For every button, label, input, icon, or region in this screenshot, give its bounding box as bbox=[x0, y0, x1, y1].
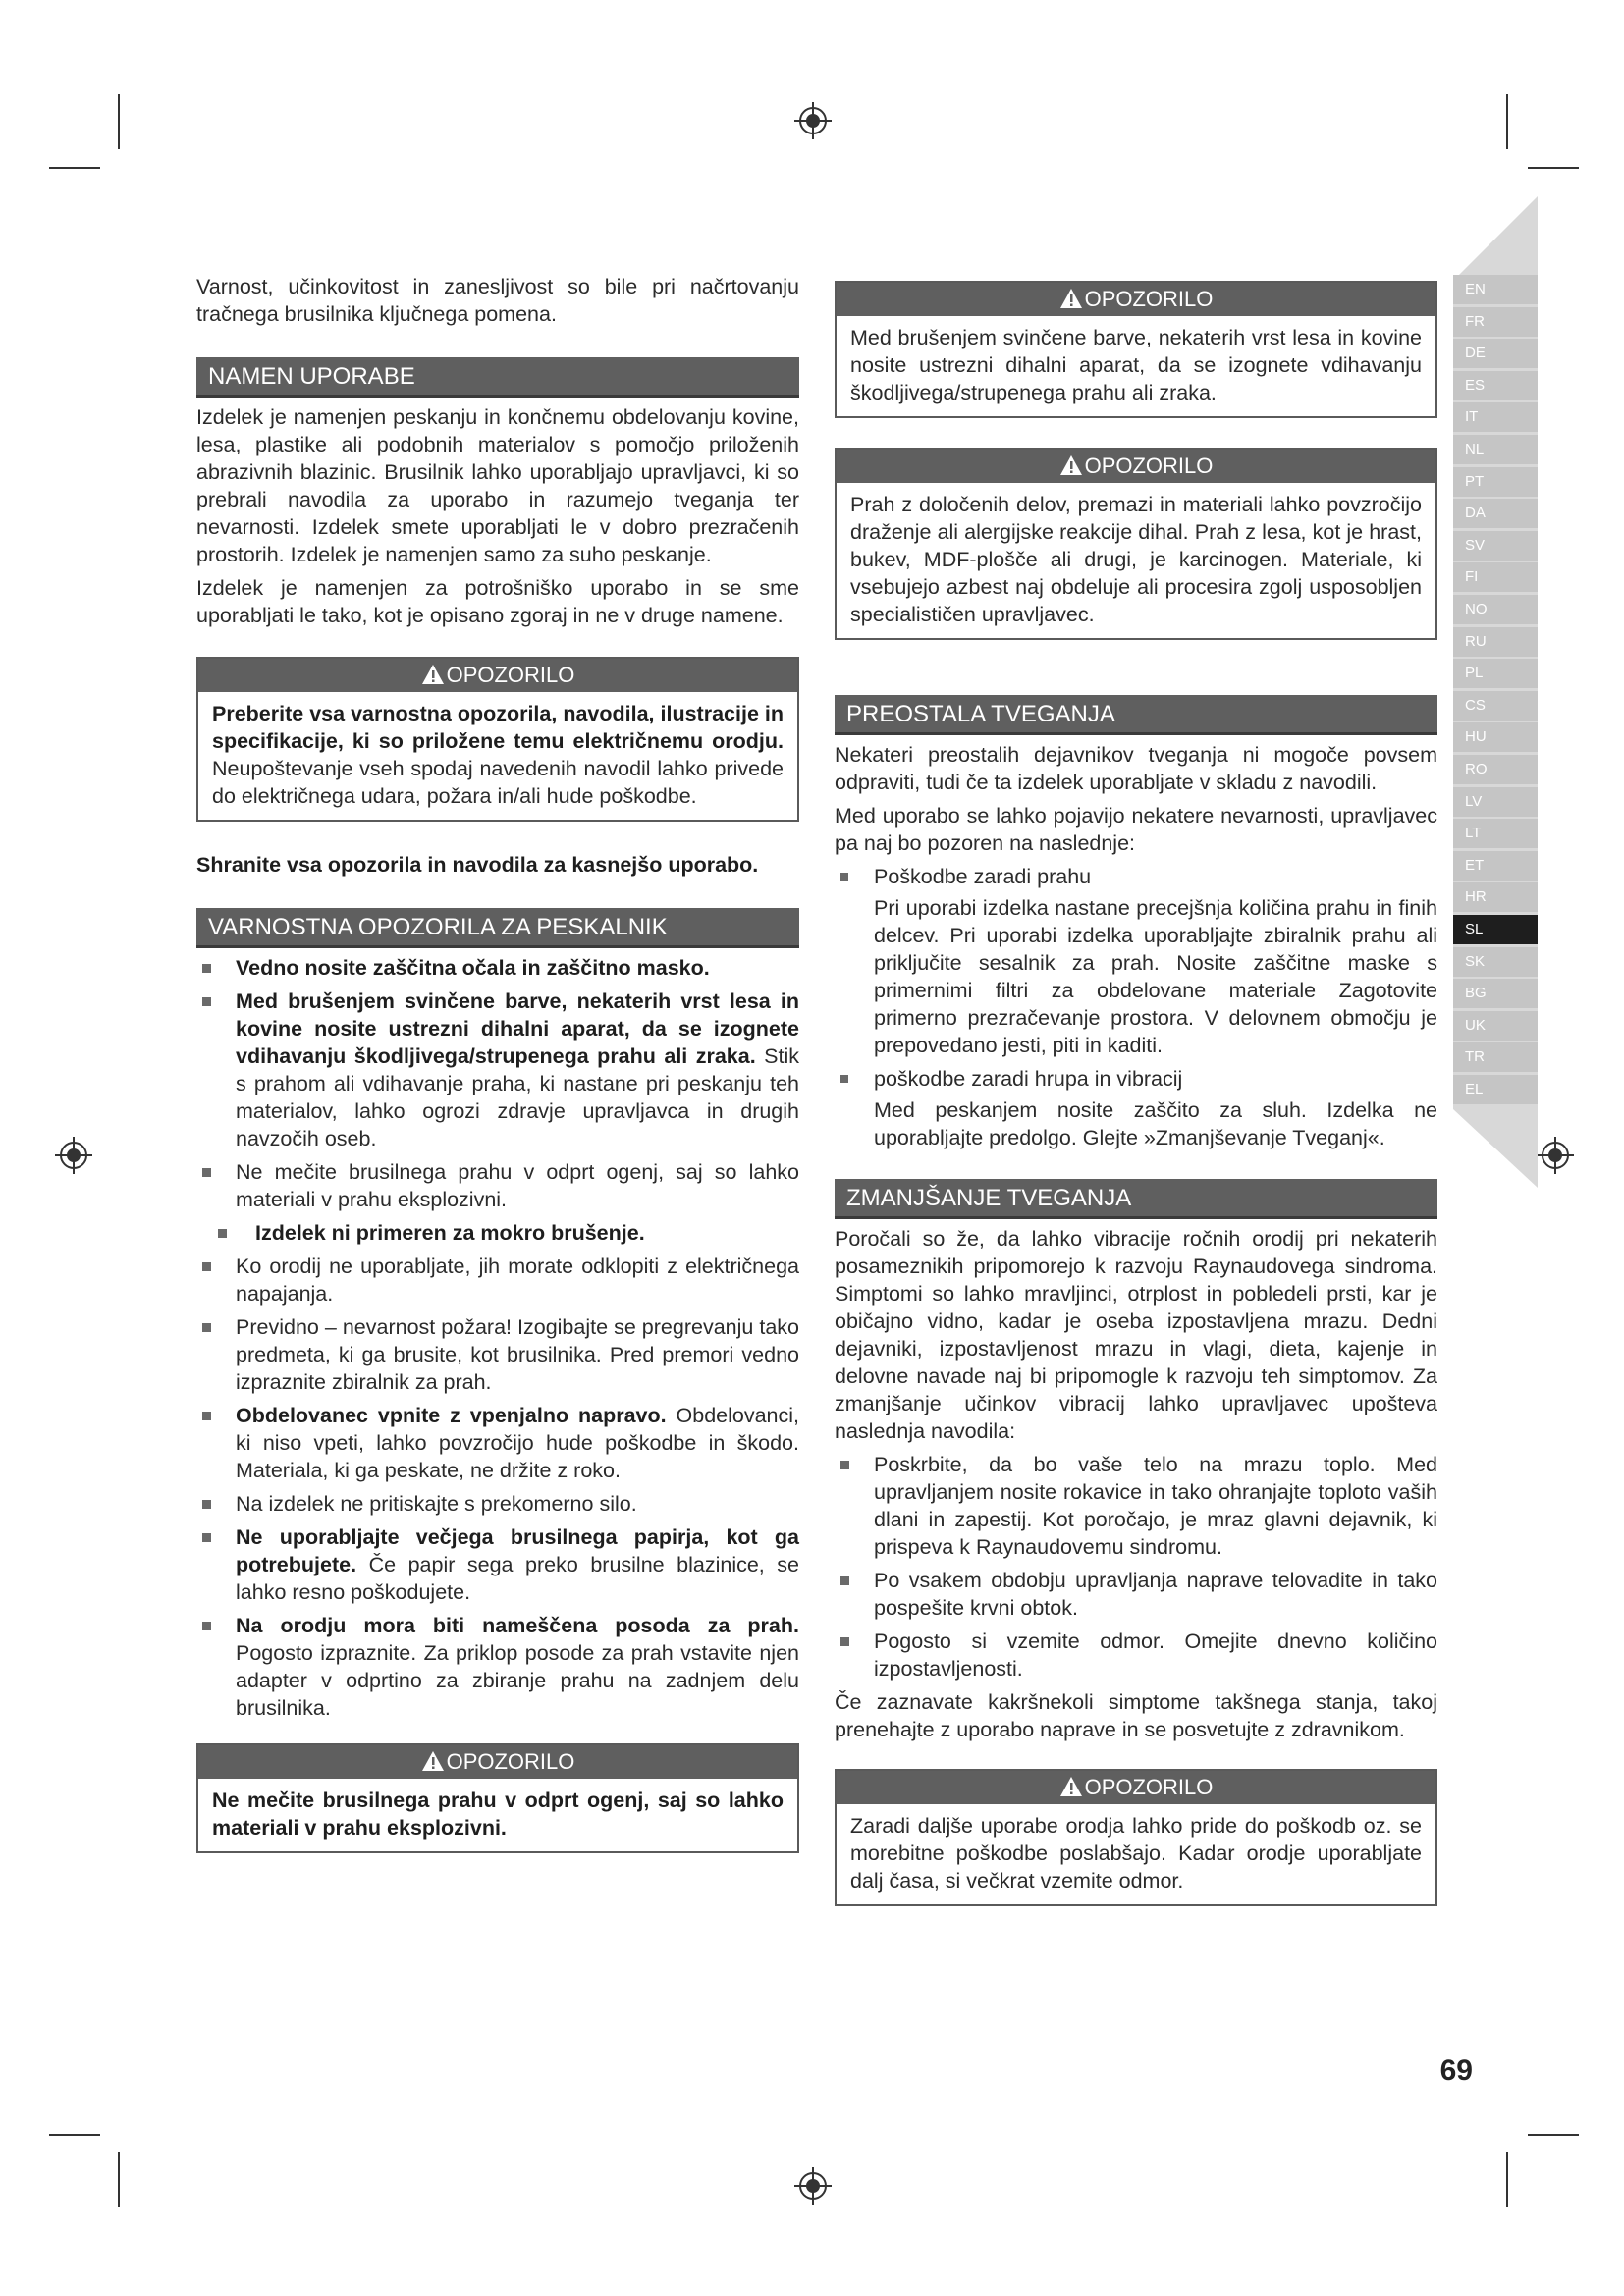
warning-icon bbox=[1059, 288, 1083, 309]
warning-box-2 bbox=[196, 1743, 799, 1853]
list-item-text: Pogosto si vzemite odmor. Omejite dnevno količino izpostavljenosti. bbox=[874, 1629, 1437, 1681]
language-tab-lv[interactable]: LV bbox=[1453, 787, 1538, 817]
warning-box-5 bbox=[835, 1769, 1437, 1906]
warning-body bbox=[198, 692, 797, 820]
language-tab-fi[interactable]: FI bbox=[1453, 562, 1538, 592]
risk-list bbox=[835, 863, 1437, 890]
list-item-text: Poškodbe zaradi prahu bbox=[874, 865, 1092, 888]
language-tab-bg[interactable]: BG bbox=[1453, 979, 1538, 1008]
right-column bbox=[835, 281, 1437, 1906]
intro-text: Varnost, učinkovitost in zanesljivost so bile pri načrtovanju tračnega brusilnika ključnega pomena. bbox=[196, 275, 799, 326]
risk-description: Pri uporabi izdelka nastane precejšnja količina prahu in finih delcev. Pri uporabi izdelka uporabljajte zbiralnik prahu ali priključite sesalnik za prah. Nosite zaščitne maske s primernimi filtri za obdelovane materiale Zagotovite primerno prezračevanje prostora. V delovnem območju je prepovedano jesti, piti in kaditi. bbox=[874, 896, 1437, 1057]
language-tab-ru[interactable]: RU bbox=[1453, 627, 1538, 657]
crop-mark bbox=[1528, 167, 1579, 169]
list-item-text: Ko orodij ne uporabljate, jih morate odklopiti z električnega napajanja. bbox=[236, 1255, 799, 1306]
warning-title bbox=[198, 659, 797, 692]
language-tab-sv[interactable]: SV bbox=[1453, 531, 1538, 561]
left-column bbox=[196, 273, 799, 1853]
crop-mark bbox=[118, 2152, 120, 2207]
list-item bbox=[835, 1628, 1437, 1682]
crop-mark bbox=[1528, 2134, 1579, 2136]
language-tab-fr[interactable]: FR bbox=[1453, 307, 1538, 337]
registration-mark-icon bbox=[1537, 1137, 1574, 1174]
language-tab-de[interactable]: DE bbox=[1453, 339, 1538, 368]
warning-icon bbox=[1059, 454, 1083, 476]
list-item bbox=[196, 954, 799, 982]
warning-box-4 bbox=[835, 448, 1437, 640]
keep-instructions bbox=[196, 851, 799, 879]
language-tabs bbox=[1453, 196, 1538, 1188]
list-item-text: Pogosto izpraznite. Za priklop posode za prah vstavite njen adapter v odprtino za zbiranje prahu na zadnjem delu brusilnika. bbox=[236, 1641, 799, 1720]
zmanjsanje-paragraph-2: Če zaznavate kakršnekoli simptome takšnega stanja, takoj prenehajte z uporabo naprave in se posvetujte z zdravnikom. bbox=[835, 1690, 1437, 1741]
list-item-bold: Na orodju mora biti nameščena posoda za prah. bbox=[236, 1614, 799, 1637]
safety-list bbox=[196, 954, 799, 1722]
preostala-paragraph-2: Med uporabo se lahko pojavijo nekatere nevarnosti, upravljavec pa naj bo pozoren na naslednje: bbox=[835, 804, 1437, 855]
warning-title-text: OPOZORILO bbox=[1084, 287, 1214, 311]
list-item-bold: Izdelek ni primeren za mokro brušenje. bbox=[255, 1221, 645, 1245]
registration-mark-icon bbox=[794, 102, 832, 139]
language-tab-ro[interactable]: RO bbox=[1453, 755, 1538, 784]
language-tab-pt[interactable]: PT bbox=[1453, 467, 1538, 497]
warning-body bbox=[198, 1779, 797, 1851]
language-tab-it[interactable]: IT bbox=[1453, 402, 1538, 432]
warning-icon bbox=[1059, 1776, 1083, 1797]
namen-paragraph-2: Izdelek je namenjen za potrošniško uporabo in se sme uporabljati le tako, kot je opisano zgoraj in ne v druge namene. bbox=[196, 576, 799, 627]
list-item-text: Če papir sega preko brusilne blazinice, se lahko resno poškodujete. bbox=[236, 1553, 799, 1604]
language-tab-hu[interactable]: HU bbox=[1453, 722, 1538, 752]
list-item-bold: Ne uporabljajte večjega brusilnega papirja, kot ga potrebujete. bbox=[236, 1525, 799, 1576]
list-item bbox=[196, 1313, 799, 1396]
list-item-text: Na izdelek ne pritiskajte s prekomerno silo. bbox=[236, 1492, 637, 1516]
list-item-text: poškodbe zaradi hrupa in vibracij bbox=[874, 1067, 1183, 1091]
language-tab-cs[interactable]: CS bbox=[1453, 691, 1538, 721]
language-tab-pl[interactable]: PL bbox=[1453, 659, 1538, 688]
list-item bbox=[835, 1451, 1437, 1561]
risk-list bbox=[835, 1065, 1437, 1093]
list-item bbox=[196, 1158, 799, 1213]
list-item bbox=[196, 1253, 799, 1308]
warning-text: Neupoštevanje vseh spodaj navedenih navodil lahko privede do električnega udara, požara in/ali hude poškodbe. bbox=[212, 757, 784, 808]
language-tab-uk[interactable]: UK bbox=[1453, 1011, 1538, 1041]
warning-bold-text: Ne mečite brusilnega prahu v odprt ogenj, saj so lahko materiali v prahu eksplozivni. bbox=[212, 1789, 784, 1840]
reduce-list bbox=[835, 1451, 1437, 1682]
list-item-text: Previdno – nevarnost požara! Izogibajte se pregrevanju tako predmeta, ki ga brusite, kot brusilnika. Pred premori vedno izpraznite zbiralnik za prah. bbox=[236, 1315, 799, 1394]
list-item bbox=[196, 1523, 799, 1606]
warning-icon bbox=[421, 664, 445, 685]
keep-instructions-text: Shranite vsa opozorila in navodila za kasnejšo uporabo. bbox=[196, 853, 759, 877]
language-tab-sk[interactable]: SK bbox=[1453, 947, 1538, 977]
warning-title-text: OPOZORILO bbox=[1084, 454, 1214, 478]
crop-mark bbox=[118, 94, 120, 149]
list-item bbox=[196, 1490, 799, 1518]
list-item bbox=[835, 1065, 1437, 1093]
warning-icon bbox=[421, 1750, 445, 1772]
list-item bbox=[196, 1219, 799, 1247]
warning-title bbox=[198, 1745, 797, 1779]
warning-text: Zaradi daljše uporabe orodja lahko pride do poškodb oz. se morebitne poškodbe poslabšajo. Kadar orodje uporabljate dalj časa, si večkrat vzemite odmor. bbox=[850, 1814, 1422, 1893]
language-tab-da[interactable]: DA bbox=[1453, 499, 1538, 528]
language-tab-no[interactable]: NO bbox=[1453, 595, 1538, 624]
list-item bbox=[196, 1402, 799, 1484]
warning-title-text: OPOZORILO bbox=[446, 1749, 575, 1774]
list-item-bold: Med brušenjem svinčene barve, nekaterih vrst lesa in kovine nosite ustrezni dihalni aparat, da se izognete vdihavanju škodljivega/strupenega prahu ali zraka. bbox=[236, 989, 799, 1068]
preostala-paragraph-1: Nekateri preostalih dejavnikov tveganja ni mogoče povsem odpraviti, tudi če ta izdelek uporabljate v skladu z navodili. bbox=[835, 743, 1437, 794]
section-heading-preostala: PREOSTALA TVEGANJA bbox=[835, 695, 1437, 735]
language-tab-en[interactable]: EN bbox=[1453, 275, 1538, 304]
language-tab-tr[interactable]: TR bbox=[1453, 1042, 1538, 1072]
list-item-text: Po vsakem obdobju upravljanja naprave telovadite in tako pospešite krvni obtok. bbox=[874, 1569, 1437, 1620]
warning-text: Prah z določenih delov, premazi in materiali lahko povzročijo draženje ali alergijske reakcije dihal. Prah z lesa, kot je hrast, bukev, MDF-plošče ali drugi, je karcinogen. Materiale, ki vsebujejo azbest naj obdeluje ali procesira zgolj usposobljen specialističen upravljavec. bbox=[850, 493, 1422, 626]
warning-body bbox=[837, 483, 1435, 638]
warning-box-3 bbox=[835, 281, 1437, 418]
crop-mark bbox=[1506, 2152, 1508, 2207]
warning-body bbox=[837, 1804, 1435, 1904]
warning-text: Med brušenjem svinčene barve, nekaterih vrst lesa in kovine nosite ustrezni dihalni aparat, da se izognete vdihavanju škodljivega/strupenega prahu ali zraka. bbox=[850, 326, 1422, 404]
language-tab-nl[interactable]: NL bbox=[1453, 435, 1538, 464]
crop-mark bbox=[49, 167, 100, 169]
warning-title bbox=[837, 450, 1435, 483]
namen-paragraph-1: Izdelek je namenjen peskanju in končnemu obdelovanju kovine, lesa, plastike ali podobnih materialov s pomočjo priloženih abrazivnih blazinic. Brusilnik lahko uporabljajo upravljavci, ki so prebrali navodila za uporabo in razumejo tveganja ter nevarnosti. Izdelek smete uporabljati le v dobro prezračenih prostorih. Izdelek je namenjen samo za suho peskanje. bbox=[196, 405, 799, 566]
list-item-bold: Vedno nosite zaščitna očala in zaščitno masko. bbox=[236, 956, 710, 980]
section-heading-zmanjsanje: ZMANJŠANJE TVEGANJA bbox=[835, 1179, 1437, 1219]
warning-title bbox=[837, 1771, 1435, 1804]
warning-title bbox=[837, 283, 1435, 316]
list-item-text: Obdelovanci, ki niso vpeti, lahko povzročijo hude poškodbe in škodo. Materiala, ki ga peskate, ne držite z roko. bbox=[236, 1404, 800, 1482]
registration-mark-icon bbox=[794, 2167, 832, 2205]
warning-title-text: OPOZORILO bbox=[1084, 1775, 1214, 1799]
list-item-bold: Obdelovanec vpnite z vpenjalno napravo. bbox=[236, 1404, 667, 1427]
section-heading-namen: NAMEN UPORABE bbox=[196, 357, 799, 398]
list-item bbox=[835, 1567, 1437, 1622]
warning-bold-text: Preberite vsa varnostna opozorila, navodila, ilustracije in specifikacije, ki so priložene temu električnemu orodju. bbox=[212, 702, 784, 753]
section-heading-varnostna: VARNOSTNA OPOZORILA ZA PESKALNIK bbox=[196, 908, 799, 948]
list-item bbox=[196, 988, 799, 1152]
crop-mark bbox=[49, 2134, 100, 2136]
risk-description: Med peskanjem nosite zaščito za sluh. Izdelka ne uporabljajte predolgo. Glejte »Zmanjševanje Tveganj«. bbox=[874, 1098, 1437, 1149]
page-number: 69 bbox=[1439, 2055, 1473, 2087]
language-tab-et[interactable]: ET bbox=[1453, 851, 1538, 881]
crop-mark bbox=[1506, 94, 1508, 149]
language-tab-lt[interactable]: LT bbox=[1453, 819, 1538, 848]
language-tab-hr[interactable]: HR bbox=[1453, 882, 1538, 912]
language-tab-sl[interactable]: SL bbox=[1453, 915, 1538, 944]
list-item-text: Stik s prahom ali vdihavanje praha, ki nastane pri peskanju teh materialov, lahko ogrozi zdravje upravljavca in drugih navzočih oseb. bbox=[236, 1044, 799, 1150]
warning-title-text: OPOZORILO bbox=[446, 663, 575, 687]
zmanjsanje-paragraph-1: Poročali so že, da lahko vibracije ročnih orodij pri nekaterih posameznikih pripomorejo k razvoju Raynaudovega sindroma. Simptomi so lahko mravljinci, otrplost in pobledeli prsti, kar je običajno vidno, kadar je oseba izpostavljena mrazu. Dedni dejavniki, izpostavljenost mrazu in vlagi, dieta, kajenje in delovne navade naj bi pripomogle k razvoju teh simptomov. Za zmanjšanje učinkov vibracij lahko upravljavec upošteva naslednja navodila: bbox=[835, 1227, 1437, 1443]
list-item-text: Ne mečite brusilnega prahu v odprt ogenj, saj so lahko materiali v prahu eksplozivni. bbox=[236, 1160, 799, 1211]
list-item bbox=[196, 1612, 799, 1722]
registration-mark-icon bbox=[55, 1137, 92, 1174]
warning-box-1 bbox=[196, 657, 799, 822]
warning-body bbox=[837, 316, 1435, 416]
list-item bbox=[835, 863, 1437, 890]
list-item-text: Poskrbite, da bo vaše telo na mrazu toplo. Med upravljanjem nosite rokavice in tako ohranjajte toploto vaših dlani in zapestij. Kot poročajo, je mraz glavni dejavnik, ki prispeva k Raynaudovemu sindromu. bbox=[874, 1453, 1437, 1559]
language-tab-el[interactable]: EL bbox=[1453, 1075, 1538, 1104]
language-tab-es[interactable]: ES bbox=[1453, 371, 1538, 400]
